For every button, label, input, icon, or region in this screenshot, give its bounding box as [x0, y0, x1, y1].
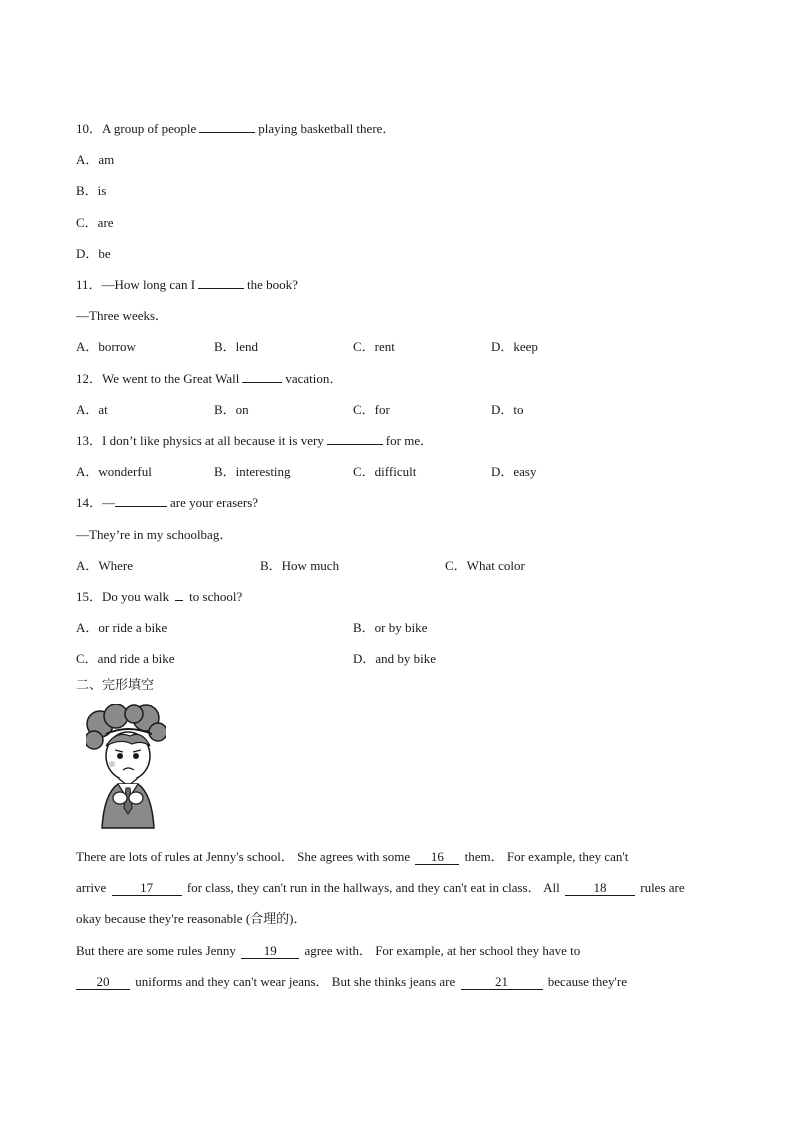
passage-text: There are lots of rules at Jenny's school． She agrees with some: [76, 849, 411, 864]
q12-stem-pre: 12．We went to the Great Wall: [76, 371, 240, 386]
passage-text: uniforms and they can't wear jeans． But she thinks jeans are: [135, 974, 456, 989]
q11-option-c: C．rent: [353, 339, 395, 354]
blank-18: 18: [565, 881, 635, 896]
q15-option-b: B．or by bike: [353, 620, 428, 635]
passage-line-1: [76, 848, 726, 866]
q13-option-b: B．interesting: [214, 464, 291, 479]
q13-stem-post: for me．: [385, 433, 434, 448]
question-10-stem: [76, 120, 395, 138]
q10-option-c: C．are: [76, 215, 114, 230]
q12-option-d: D．to: [491, 402, 524, 417]
q10-stem-pre: 10．A group of people: [76, 121, 197, 136]
q12-option-b: B．on: [214, 402, 249, 417]
passage-text: rules are: [640, 880, 685, 895]
passage-line-3: okay because they're reasonable (合理的)．: [76, 911, 307, 926]
q11-option-a: A．borrow: [76, 339, 136, 354]
q15-stem-pre: 15．Do you walk: [76, 589, 170, 604]
question-15-stem: [76, 588, 242, 606]
blank-21: 21: [461, 975, 543, 990]
passage-text: them． For example, they can't: [464, 849, 629, 864]
q14-option-b: B．How much: [260, 558, 340, 573]
q14-blank: [115, 494, 167, 507]
q11-stem-post: the book?: [247, 277, 298, 292]
q10-option-b: B．is: [76, 183, 107, 198]
q12-option-c: C．for: [353, 402, 390, 417]
q14-option-c: C．What color: [445, 558, 525, 573]
passage-text: for class, they can't run in the hallways, and they can't eat in class． All: [186, 880, 560, 895]
blank-19: 19: [241, 944, 299, 959]
q15-stem-post: to school?: [189, 589, 243, 604]
q11-stem-pre: 11．—How long can I: [76, 277, 196, 292]
q11-option-d: D．keep: [491, 339, 538, 354]
thinking-girl-illustration: [86, 704, 166, 830]
passage-text: because they're: [547, 974, 627, 989]
question-14-stem: [76, 494, 258, 512]
q12-stem-post: vacation．: [285, 371, 343, 386]
q13-stem-pre: 13．I don’t like physics at all because it is very: [76, 433, 324, 448]
question-13-stem: [76, 432, 433, 450]
q10-option-d: D．be: [76, 246, 111, 261]
q13-blank: [327, 432, 383, 445]
q14-stem-post: are your erasers?: [170, 495, 259, 510]
q10-stem-post: playing basketball there．: [258, 121, 396, 136]
q11-answer-line: —Three weeks．: [76, 308, 169, 323]
q10-option-a: A．am: [76, 152, 115, 167]
q12-option-a: A．at: [76, 402, 108, 417]
q13-option-a: A．wonderful: [76, 464, 152, 479]
section-title: 二、完形填空: [76, 678, 155, 693]
q12-blank: [242, 370, 282, 383]
q15-option-a: A．or ride a bike: [76, 620, 168, 635]
q15-blank: [175, 588, 183, 601]
q15-option-c: C．and ride a bike: [76, 651, 175, 666]
passage-text: arrive: [76, 880, 107, 895]
question-12-stem: [76, 370, 342, 388]
blank-16: 16: [415, 850, 459, 865]
passage-line-2: [76, 879, 726, 897]
q11-option-b: B．lend: [214, 339, 259, 354]
q14-stem-pre: 14．—: [76, 495, 116, 510]
blank-17: 17: [112, 881, 182, 896]
passage-text: But there are some rules Jenny: [76, 943, 236, 958]
q10-blank: [199, 120, 255, 133]
question-11-stem: [76, 276, 298, 294]
passage-line-5: [76, 973, 726, 991]
passage-text: agree with． For example, at her school they have to: [304, 943, 581, 958]
q14-option-a: A．Where: [76, 558, 134, 573]
q14-answer-line: —They’re in my schoolbag．: [76, 527, 233, 542]
q13-option-d: D．easy: [491, 464, 537, 479]
q11-blank: [198, 276, 244, 289]
q13-option-c: C．difficult: [353, 464, 417, 479]
blank-20: 20: [76, 975, 130, 990]
passage-line-4: [76, 942, 726, 960]
q15-option-d: D．and by bike: [353, 651, 437, 666]
